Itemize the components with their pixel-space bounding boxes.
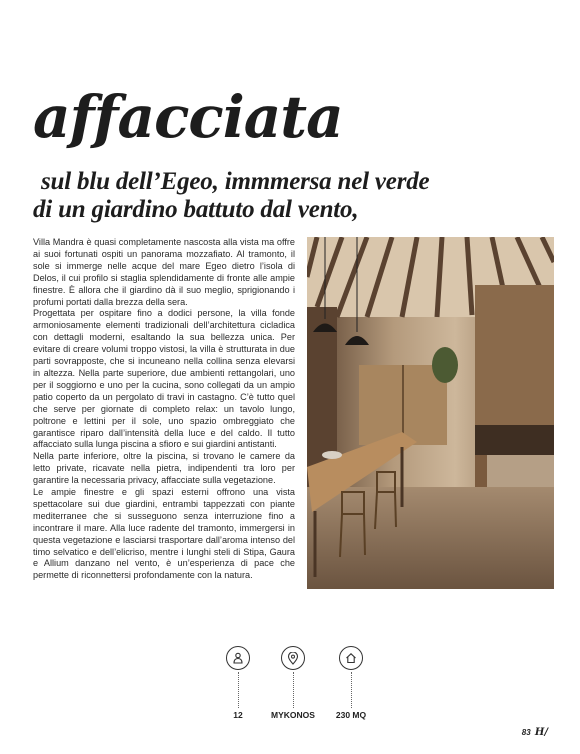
dotted-line bbox=[238, 672, 239, 708]
stat-value: 12 bbox=[233, 710, 243, 720]
stat-value: 230 MQ bbox=[335, 710, 367, 720]
subheadline-line-2: di un giardino battuto dal vento, bbox=[33, 196, 359, 223]
paragraph: Nella parte inferiore, oltre la piscina, si trovano le camere da letto private, ricavate nella pietra, indipendenti tra loro per garantire la necessaria privacy, affacciate sulla vegetazione. bbox=[33, 451, 295, 486]
magazine-logo: H/ bbox=[534, 727, 548, 738]
subheadline-line-1: sul blu dell’Egeo, immmersa nel verde bbox=[41, 168, 430, 195]
stat-value: MYKONOS bbox=[271, 710, 315, 720]
paragraph: Le ampie finestre e gli spazi esterni offrono una vista spettacolare sui due giardini, entrambi tappezzati con piante mediterranee che si susseguono senza interruzione fino a incontrare il mare. Alla luce radente del tramonto, immergersi in questa vegetazione e lasciarsi trasportare dall’aroma intenso del timo selvatico e dell’elicriso, mentre i lunghi steli di Stipa, Gaura e Allium danzano nel vento, è un’esperienza di pace che permette di riconnettersi profondamente con la natura. bbox=[33, 487, 295, 581]
dotted-line bbox=[293, 672, 294, 708]
stat-area bbox=[321, 646, 381, 720]
stat-guests bbox=[208, 646, 268, 720]
paragraph: Progettata per ospitare fino a dodici persone, la villa fonde armoniosamente elementi tradizionali dell’architettura cicladica con dettagli moderni, esaltando la sua bellezza unica. Per evitare di creare volumi troppo vistosi, la villa è strutturata in due parti sovrapposte, che si incuneano nella collina senza elevarsi in altezza. Nella parte superiore, due ambienti rettangolari, uno per il soggiorno e uno per la cucina, sono collegati da un ampio patio coperto da un pergolato di travi in castagno. C’è tutto quel che serve per giornate di completo relax: un tavolo lungo, poltrone e lettini per il sole, uno spazio ombreggiato che garantisce riparo dall’intensità della luce e del caldo. Il tutto affacciato sulla lunga piscina a sfioro e sui giardini antistanti. bbox=[33, 308, 295, 450]
house-icon bbox=[339, 646, 363, 670]
subheadline bbox=[33, 168, 429, 224]
property-stats bbox=[208, 646, 378, 726]
person-icon bbox=[226, 646, 250, 670]
paragraph: Villa Mandra è quasi completamente nascosta alla vista ma offre ai suoi fortunati ospiti un panorama mozzafiato. Al tramonto, il sole si immerge nelle acque del mare Egeo dietro l’isola di Delos, il cui profilo si staglia splendidamente di fronte alle ampie finestre. È allora che il giardino dà il suo meglio, sprigionando i profumi portati dalla brezza della sera. bbox=[33, 237, 295, 307]
page-number: 83 bbox=[521, 728, 531, 737]
stat-location bbox=[263, 646, 323, 720]
interior-photo bbox=[307, 237, 554, 589]
article-body bbox=[33, 237, 295, 582]
headline: affacciata bbox=[33, 83, 343, 151]
dotted-line bbox=[351, 672, 352, 708]
page-footer bbox=[522, 727, 548, 738]
location-pin-icon bbox=[281, 646, 305, 670]
